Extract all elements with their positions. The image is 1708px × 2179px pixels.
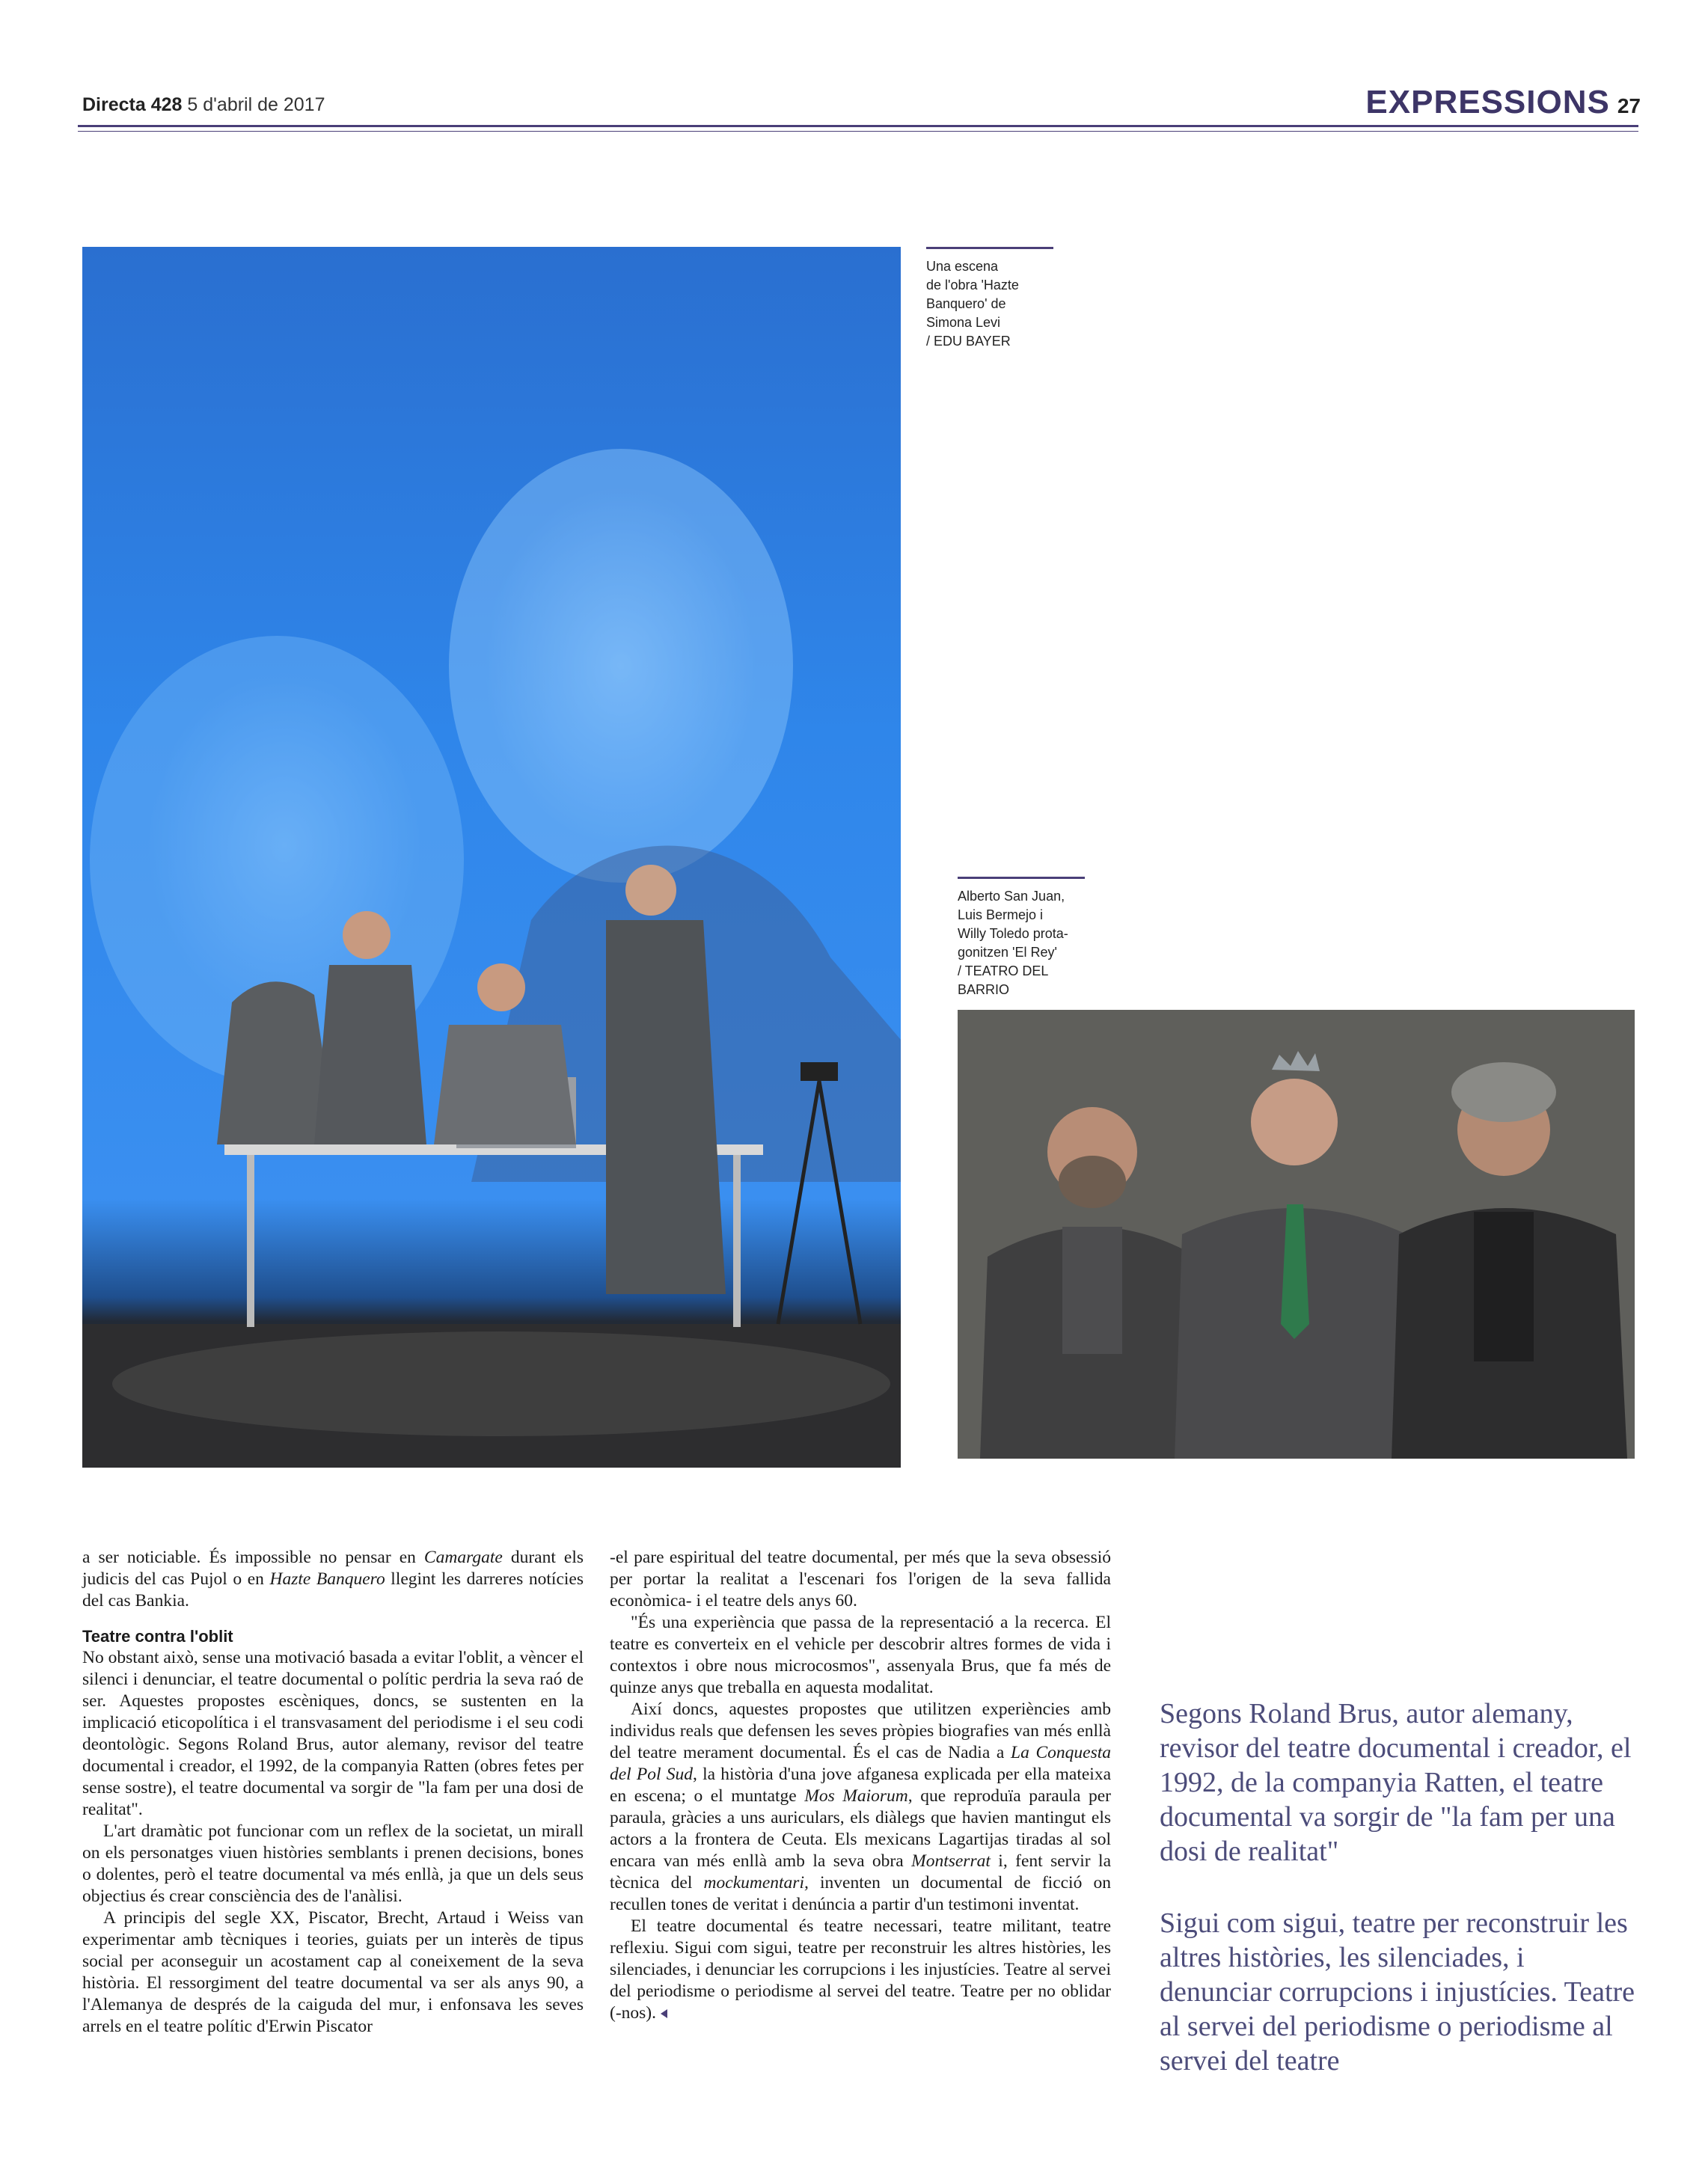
spacer (82, 1612, 584, 1625)
paragraph: No obstant això, sense una motivació basada a evitar l'oblit, a vèncer el silenci i denunciar, el teatre documental o polític perdria la seva raó de ser. Aquestes propostes escèniques, doncs, se sustenten en la implicació eticopolítica i el transvasament del periodisme i el seu codi deontològic. Segons Roland Brus, autor alemany, revisor del teatre documental i creador, el 1992, de la companyia Ratten (obres fetes per sense sostre), el teatre documental va sorgir de "la fam per una dosi de realitat". (82, 1648, 584, 1819)
caption-line: gonitzen 'El Rey' (958, 945, 1057, 960)
issue-info (82, 94, 325, 116)
text-run: inventen un documental de ficció on recullen tones de veritat i denúncia a partir d'un testimoni inventat. (610, 1873, 1111, 1914)
article-column-1 (82, 1547, 584, 2038)
caption-credit: / EDU BAYER (926, 334, 1011, 349)
work-title: Hazte Banquero (269, 1569, 385, 1589)
paragraph: -el pare espiritual del teatre documental, per més que la seva obsessió per portar la realitat a l'escenari fos l'origen de la seva fallida econòmica- i el teatre dels anys 60. (610, 1548, 1111, 1611)
pullquote-text: Segons Roland Brus, autor alemany, revisor del teatre documental i creador, el 1992, de la companyia Ratten, el teatre documental va sorgir de "la fam per una dosi de realitat" (1160, 1698, 1632, 1867)
caption-line: Alberto San Juan, (958, 889, 1065, 904)
paragraph: L'art dramàtic pot funcionar com un reflex de la societat, un mirall on els personatges viuen històries semblants i prenen decisions, bones o dolentes, però el teatre documental va més enllà, ja que un dels seus objectius és crear consciència des de l'anàlisi. (82, 1821, 584, 1906)
text-run: El teatre documental és teatre necessari, teatre militant, teatre reflexiu. Sigui com sigui, teatre per reconstruir les altres històries, les silenciades, i denunciar les corrupcions i les injustícies. Teatre al servei del periodisme o periodisme al servei del teatre. Teatre per no oblidar (-nos). (610, 1916, 1111, 2023)
photo-el-rey (958, 1010, 1635, 1459)
caption-line: Banquero' de (926, 296, 1006, 311)
paragraph (610, 1699, 1111, 1916)
photo1-caption (926, 257, 1019, 351)
work-title: Camargate (423, 1548, 503, 1567)
paragraph (610, 1916, 1111, 2024)
page-number: 27 (1617, 94, 1641, 117)
caption-rule (926, 247, 1053, 249)
text-run: a ser noticiable. És impossible no pensar en (82, 1548, 424, 1567)
caption-line: Una escena (926, 259, 999, 274)
text-run: , que reproduïa paraula per paraula, gràcies a uns auriculars, els diàlegs que havien mantingut els actors a la frontera de Ceuta. Els mexicans Lagartijas tiradas al sol encara van més enllà amb la seva obra (610, 1786, 1111, 1871)
section-header (1365, 84, 1641, 121)
header-rule (78, 125, 1638, 127)
caption-credit: / TEATRO DEL (958, 963, 1049, 978)
publication-name: Directa 428 (82, 94, 183, 115)
text-run: Així doncs, aquestes propostes que utilitzen experiències amb individus reals que defensen les seves pròpies biografies van més enllà del teatre merament documental. És el cas de Nadia a (610, 1700, 1111, 1762)
pullquote-text: Sigui com sigui, teatre per reconstruir les altres històries, les silenciades, i denunciar corrupcions i injustícies. Teatre al servei del periodisme o periodisme al servei del teatre (1160, 1907, 1635, 2077)
paragraph: "És una experiència que passa de la representació a la recerca. El teatre es converteix en el vehicle per descobrir altres formes de vida i contextos i obre nous microcosmos", assenyala Brus, que fa més de quinze anys que treballa en aquesta modalitat. (610, 1613, 1111, 1697)
text-run: durant els judicis del cas Pujol o en (82, 1548, 584, 1589)
subheading: Teatre contra l'oblit (82, 1627, 233, 1646)
work-title: La Conquesta del Pol Sud (610, 1743, 1111, 1784)
paragraph: A principis del segle XX, Piscator, Brecht, Artaud i Weiss van experimentar amb tècniques i teories, guiats per un interès de tipus social per aconseguir un acostament cap al coneixement de la seva història. El ressorgiment del teatre documental va ser als anys 90, a l'Alemanya de després de la caiguda del mur, i enfonsava les seves arrels en el teatre polític d'Erwin Piscator (82, 1908, 584, 2036)
caption-line: Simona Levi (926, 315, 1001, 330)
end-mark-icon (661, 2009, 667, 2018)
stage-scene-image (82, 247, 901, 1468)
issue-date: 5 d'abril de 2017 (187, 94, 325, 115)
actors-portrait-image (958, 1010, 1635, 1459)
pullquote-1 (1160, 1697, 1638, 1869)
caption-line: de l'obra 'Hazte (926, 278, 1019, 292)
term: mockumentari, (703, 1873, 809, 1893)
text-run: , la història d'una jove afganesa explicada per ella mateixa en escena; o el muntatge (610, 1765, 1111, 1806)
caption-line: Luis Bermejo i (958, 907, 1044, 922)
pullquote-2 (1160, 1906, 1638, 2078)
section-title: EXPRESSIONS (1365, 84, 1610, 120)
photo-hazte-banquero (82, 247, 901, 1468)
work-title: Mos Maiorum (804, 1786, 908, 1806)
article-column-2 (610, 1547, 1111, 2024)
work-title: Montserrat (911, 1851, 991, 1871)
header-rule-thin (78, 131, 1638, 132)
caption-credit: BARRIO (958, 982, 1010, 997)
text-run: i, fent servir la tècnica del (610, 1851, 1111, 1893)
photo2-caption (958, 887, 1068, 999)
caption-rule (958, 877, 1085, 879)
paragraph (82, 1547, 584, 1612)
caption-line: Willy Toledo prota- (958, 926, 1068, 941)
text-run: llegint les darreres notícies del cas Bankia. (82, 1569, 584, 1611)
